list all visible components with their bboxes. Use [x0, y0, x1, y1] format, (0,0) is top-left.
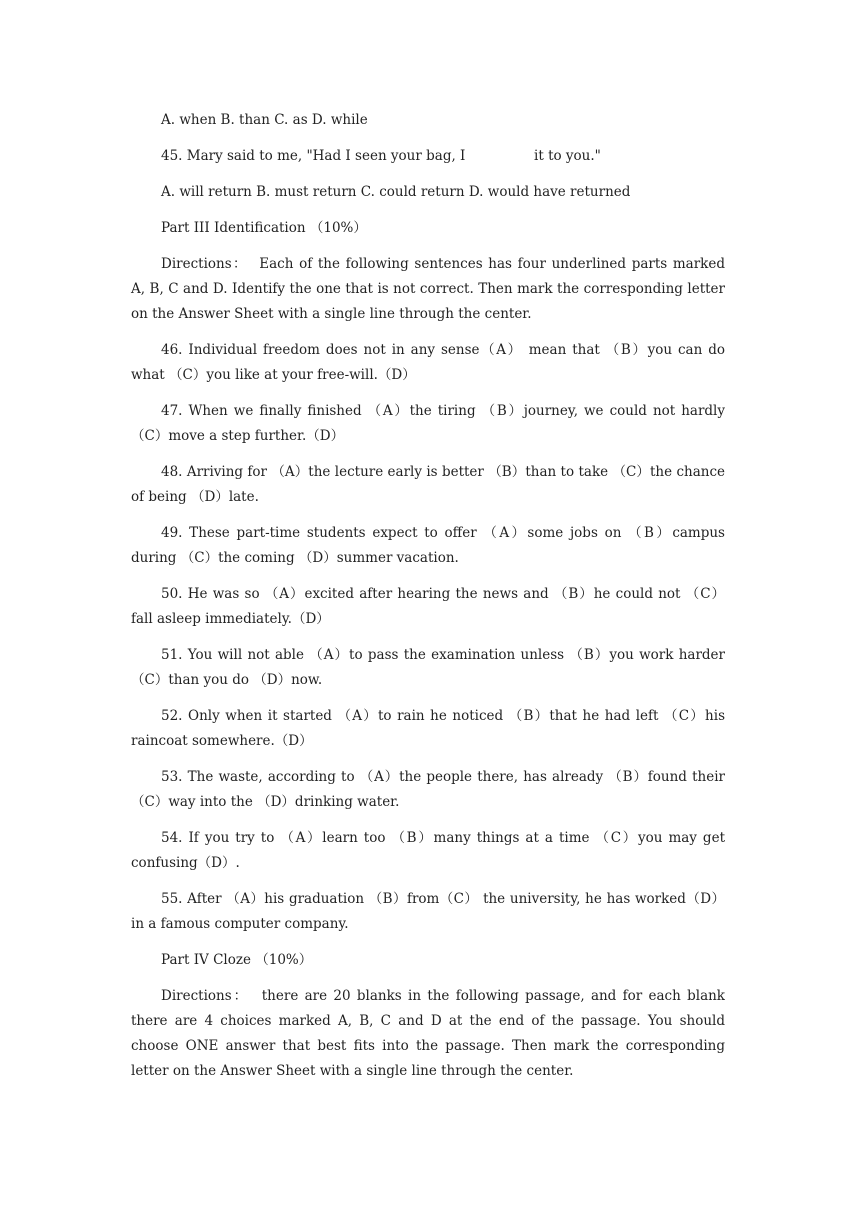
part-iii-heading: Part III Identification （10%）: [161, 220, 367, 236]
question-51: 51. You will not able （A）to pass the examination unless （B）you work harder（C）than you do （D）now.: [131, 647, 725, 688]
question-46: 46. Individual freedom does not in any sense（A） mean that （B）you can do what （C）you like at your free-will.（D）: [131, 342, 730, 383]
question-45-stem: 45. Mary said to me, "Had I seen your bag, I it to you.": [161, 148, 601, 164]
question-45-options: A. will return B. must return C. could return D. would have returned: [161, 184, 631, 200]
part-iii-directions: Directions： Each of the following sentences has four underlined parts marked A, B, C and D. Identify the one that is not correct. Then mark the corresponding letter on the Answer Sheet with a single line through the center.: [131, 256, 730, 322]
part-iv-directions: Directions： there are 20 blanks in the following passage, and for each blank there are 4 choices marked A, B, C and D at the end of the passage. You should choose ONE answer that best fits into the passage. Then mark the corresponding letter on the Answer Sheet with a single line through the center.: [131, 988, 730, 1079]
question-49: 49. These part-time students expect to offer （A）some jobs on （B）campus during （C）the coming （D）summer vacation.: [131, 525, 730, 566]
question-48: 48. Arriving for （A）the lecture early is better （B）than to take （C）the chance of being （D）late.: [131, 464, 730, 505]
question-50: 50. He was so （A）excited after hearing the news and （B）he could not （C）fall asleep immediately.（D）: [131, 586, 725, 627]
question-53: 53. The waste, according to （A）the people there, has already （B）found their（C）way into the （D）drinking water.: [131, 769, 725, 810]
question-55: 55. After （A）his graduation （B）from（C） the university, he has worked（D）in a famous computer company.: [131, 891, 725, 932]
question-44-options: A. when B. than C. as D. while: [161, 112, 368, 128]
question-47: 47. When we finally finished （A）the tiring （B）journey, we could not hardly（C）move a step further.（D）: [131, 403, 725, 444]
part-iv-heading: Part IV Cloze （10%）: [161, 952, 313, 968]
document-page: [131, 108, 730, 1084]
question-54: 54. If you try to （A）learn too （B）many things at a time （C）you may get confusing（D）.: [131, 830, 730, 871]
question-52: 52. Only when it started （A）to rain he noticed （B）that he had left （C）his raincoat somewhere.（D）: [131, 708, 730, 749]
